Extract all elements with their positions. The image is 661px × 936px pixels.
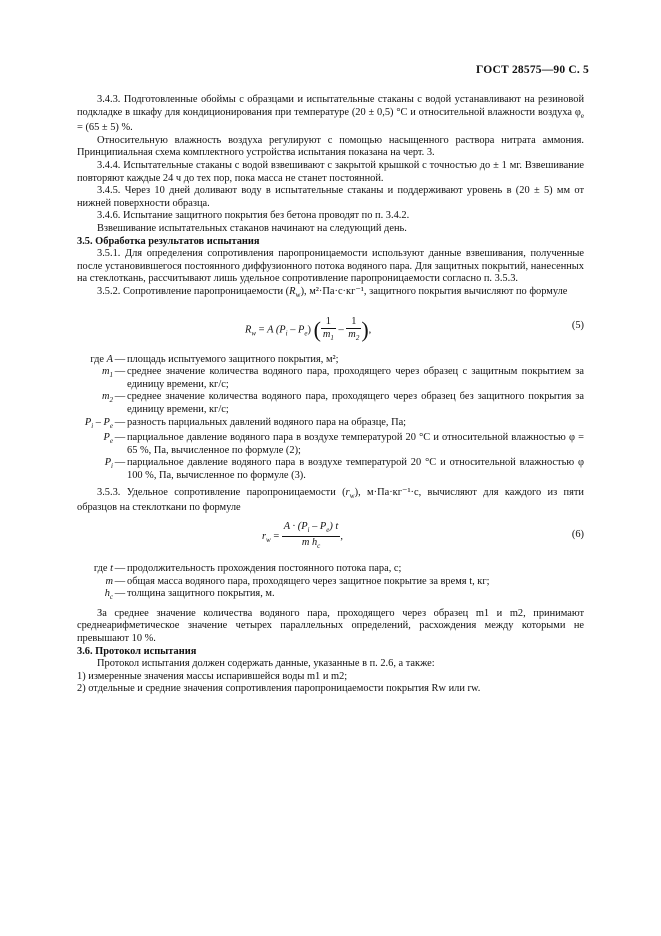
definition-row: где A — площадь испытуемого защитного покрытия, м²;: [77, 354, 584, 367]
definition-text: продолжительность прохождения постоянного потока пара, с;: [127, 562, 402, 574]
paragraph-average: За среднее значение количества водяного пара, проходящего через образец m1 и m2, принимают среднеарифметическое значение четырех параллельных определений, расхождения между которыми не превышают 10 %.: [77, 607, 584, 644]
section-heading-3-6: 3.6. Протокол испытания: [77, 645, 197, 657]
section-heading-3-5: 3.5. Обработка результатов испытания: [77, 235, 260, 247]
page-header: ГОСТ 28575—90 С. 5: [476, 64, 589, 76]
list-item: 2) отдельные и средние значения сопротивления паропроницаемости покрытия Rw или rw.: [77, 683, 481, 695]
definition-symbol: $m_1$: [101, 366, 113, 380]
definition-text: общая масса водяного пара, проходящего через защитное покрытие за время t, кг;: [127, 575, 490, 587]
definition-symbol: $P_e$: [103, 432, 113, 446]
formula-5-expression: $R_w = A$ $(P_i - P_e)$ ( $\frac{1}{m_1}$ – $\frac{1}{m_2}$ ),: [245, 315, 372, 342]
formula-6-expression: $r_w$ = $\frac{A \cdot (P_i - P_e) t}{m h_c}$ ,: [262, 520, 343, 551]
fraction-1-m1: $\frac{1}{m_1}$: [322, 315, 334, 342]
formula-6-definitions: [77, 563, 584, 604]
paragraph-weighing: Взвешивание испытательных стаканов начинают на следующий день.: [97, 223, 407, 235]
paragraph-3-5-1: 3.5.1. Для определения сопротивления паропроницаемости используют данные взвешивания, полученные после установившегося постоянного диффузионного потока водяного пара. Для защитных покрытий, нанесенных на стеклоткань, рассчитывают лишь удельное сопротивление паропроницаемости согласно п. 3.5.3.: [77, 248, 584, 285]
definition-row: $m_1$ — среднее значение количества водяного пара, проходящего через образец с защитным покрытием за единицу времени, кг/с;: [77, 366, 584, 391]
paragraph-3-4-6: 3.4.6. Испытание защитного покрытия без бетона проводят по п. 3.4.2.: [97, 210, 410, 222]
protocol-list: [77, 671, 584, 696]
definition-text: среднее значение количества водяного пара, проходящего через образец с защитным покрытием за единицу времени, кг/с;: [127, 366, 584, 390]
formula-6-number: (6): [571, 528, 584, 540]
paragraph-3-5-2: 3.5.2. Сопротивление паропроницаемости $(R_w)$, м²·Па·с·кг⁻¹, защитного покрытия вычисляют по формуле: [97, 285, 568, 300]
definition-row: $h_c$ — толщина защитного покрытия, м.: [77, 588, 584, 604]
definition-symbol: где A: [90, 353, 113, 365]
formula-5-number: (5): [571, 319, 584, 331]
left-paren: (: [313, 316, 321, 342]
formula-5: [77, 310, 584, 348]
formula-6: [77, 521, 584, 555]
definition-text: среднее значение количества водяного пара, проходящего через образец без защитного покрытия за единицу времени, кг/с;: [127, 391, 584, 416]
definition-row: m — общая масса водяного пара, проходящего через защитное покрытие за время t, кг;: [77, 576, 584, 589]
definition-symbol: $P_i$: [104, 457, 113, 471]
definition-text: разность парциальных давлений водяного пара на образце, Па;: [127, 416, 407, 428]
list-item: 1) измеренные значения массы испарившейся воды m1 и m2;: [77, 670, 348, 682]
definition-text: парциальное давление водяного пара в воздухе температурой 20 °С и относительной влажностью φ = 65 %, Па, вычисленное по формуле (2);: [127, 432, 584, 456]
paragraph-3-5-3: 3.5.3. Удельное сопротивление паропроницаемости $(r_w)$, м·Па·кг⁻¹·с, вычисляют для каждого из пяти образцов на стеклоткани по формуле: [77, 486, 584, 514]
fraction-formula-6: $\frac{A \cdot (P_i - P_e) t}{m h_c}$: [283, 520, 339, 551]
definition-symbol: где t: [93, 562, 113, 574]
definition-row: где t — продолжительность прохождения постоянного потока пара, с;: [77, 563, 584, 576]
definition-symbol: $h_c$: [104, 588, 113, 602]
definition-text: толщина защитного покрытия, м.: [127, 588, 275, 600]
definition-text: парциальное давление водяного пара в воздухе температурой 20 °С и относительной влажностью φ 100 %, Па, вычисленное по формуле (3).: [127, 457, 584, 482]
definition-symbol: m: [105, 575, 113, 587]
definition-symbol: $P_i - P_e$: [84, 416, 113, 430]
paragraph-3-4-4: 3.4.4. Испытательные стаканы с водой взвешивают с закрытой крышкой с точностью до ± 1 мг. Взвешивание повторяют каждые 24 ч до тех пор, пока масса не станет постоянной.: [77, 160, 584, 184]
definition-row: $m_2$ — среднее значение количества водяного пара, проходящего через образец без защитного покрытия за единицу времени, кг/с;: [77, 391, 584, 416]
definition-row: $P_i - P_e$ — разность парциальных давлений водяного пара на образце, Па;: [77, 417, 584, 433]
definition-text: площадь испытуемого защитного покрытия, м²;: [127, 353, 339, 365]
formula-5-definitions: [77, 354, 584, 483]
definition-row: $P_e$ — парциальное давление водяного пара в воздухе температурой 20 °С и относительной влажностью φ = 65 %, Па, вычисленное по формуле (2);: [77, 432, 584, 457]
paragraph-3-4-5: 3.4.5. Через 10 дней доливают воду в испытательные стаканы и поддерживают уровень в (20 ± 5) мм от нижней поверхности образца.: [77, 185, 584, 209]
right-paren: ): [361, 316, 369, 342]
paragraph-3-4-3: 3.4.3. Подготовленные обоймы с образцами и испытательные стаканы с водой устанавливают на резиновой подкладке в шкафу для кондиционирования при температуре (20 ± 0,5) °С и относительной влажности воздуха $\varphi_е = (65 \pm 5)$ %.: [77, 94, 584, 134]
fraction-1-m2: $\frac{1}{m_2}$: [348, 315, 360, 342]
paragraph-humidity: Относительную влажность воздуха регулируют с помощью насыщенного раствора нитрата аммония. Принципиальная схема комплектного устройства испытания показана на черт. 3.: [77, 134, 584, 159]
document-body: [77, 94, 584, 696]
definition-symbol: $m_2$: [101, 391, 113, 405]
paragraph-3-6: Протокол испытания должен содержать данные, указанные в п. 2.6, а также:: [97, 658, 435, 670]
definition-row: $P_i$ — парциальное давление водяного пара в воздухе температурой 20 °С и относительной влажностью φ 100 %, Па, вычисленное по формуле (3).: [77, 457, 584, 482]
